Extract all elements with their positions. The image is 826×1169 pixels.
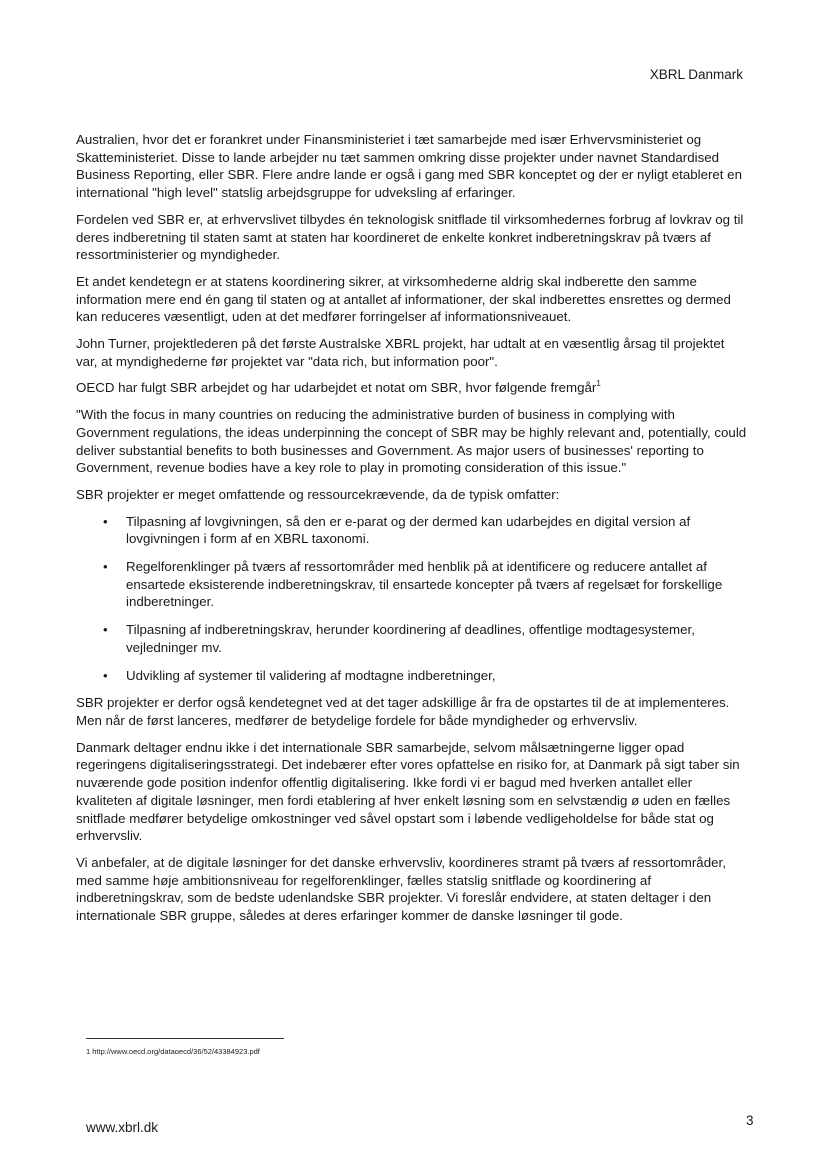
paragraph-john-turner: John Turner, projektlederen på det første Australske XBRL projekt, har udtalt at en væsentlig årsag til projektet var, at myndighederne før projektet var "data rich, but information poor". bbox=[76, 336, 725, 369]
list-item-text: Udvikling af systemer til validering af modtagne indberetninger, bbox=[126, 667, 496, 683]
list-item bbox=[76, 558, 748, 611]
sbr-activities-list bbox=[76, 513, 748, 685]
paragraph-sbr-scope: SBR projekter er meget omfattende og ressourcekrævende, da de typisk omfatter: bbox=[76, 486, 560, 502]
paragraph-denmark: Danmark deltager endnu ikke i det internationale SBR samarbejde, selvom målsætningerne ligger opad regeringens digitaliseringsstrategi. Det indebærer efter vores opfattelse en risiko for, at Danmark på sigt taber sin nuværende gode position indenfor offentlig digitalisering. Ikke fordi vi er bagud med hverken antallet eller kvaliteten af digitale løsninger, men fordi etablering af hver enkelt løsning som en selvstændig ø uden en fælles snitflade medfører betydelige omkostninger ved såvel opstart som i løbende vedligeholdelse for både stat og erhvervsliv. bbox=[76, 739, 740, 844]
footnote-reference[interactable]: 1 bbox=[596, 379, 601, 389]
bullet-icon: • bbox=[103, 667, 108, 683]
bullet-icon: • bbox=[103, 622, 108, 638]
footer-url-link[interactable]: www.xbrl.dk bbox=[86, 1120, 159, 1135]
page-number: 3 bbox=[746, 1113, 754, 1128]
paragraph-oecd bbox=[76, 379, 748, 397]
list-item-text: Regelforenklinger på tværs af ressortområder med henblik på at identificere og reducere antallet af ensartede eksisterende indberetningskrav, til ensartede koncepter på tværs af regelsæt for forskellige indberetninger. bbox=[126, 559, 723, 610]
bullet-icon: • bbox=[103, 513, 108, 529]
footnote-divider bbox=[86, 1038, 284, 1039]
paragraph-coordination: Et andet kendetegn er at statens koordinering sikrer, at virksomhederne aldrig skal indberette den samme information mere end én gang til staten og at antallet af informationer, der skal indberettes ensrettes og dermed kan reduceres væsentligt, uden at det medfører forringelser af informationsniveauet. bbox=[76, 273, 731, 325]
paragraph-sbr-advantage: Fordelen ved SBR er, at erhvervslivet tilbydes én teknologisk snitflade til virksomhedernes forbrug af lovkrav og til deres indberetning til staten samt at staten har koordineret de enkelte konkret indberetningskrav på tværs af ressortministerier og myndigheder. bbox=[76, 211, 744, 263]
paragraph-sbr-timeline: SBR projekter er derfor også kendetegnet ved at det tager adskillige år fra de opstartes til de at implementeres. Men når de først lanceres, medfører de betydelige fordele for både myndigheder og erhvervsliv. bbox=[76, 695, 730, 728]
oecd-quote: "With the focus in many countries on reducing the administrative burden of business in complying with Government regulations, the ideas underpinning the concept of SBR may be highly relevant and, potentially, could deliver substantial benefits to both businesses and Government. As major users of businesses' reporting to Government, revenue bodies have a key role to play in promoting consideration of this issue." bbox=[76, 407, 747, 476]
paragraph-sbr-countries: Australien, hvor det er forankret under Finansministeriet i tæt samarbejde med især Erhvervsministeriet og Skatteministeriet. Disse to lande arbejder nu tæt sammen omkring disse projekter under navnet Standardised Business Reporting, eller SBR. Flere andre lande er også i gang med SBR konceptet og der er nyligt etableret en international "high level" statslig arbejdsgruppe for udveksling af erfaringer. bbox=[76, 132, 742, 201]
paragraph-oecd-text: OECD har fulgt SBR arbejdet og har udarbejdet et notat om SBR, hvor følgende fremgår bbox=[76, 380, 597, 396]
document-body bbox=[76, 131, 748, 934]
list-item bbox=[76, 621, 748, 656]
list-item bbox=[76, 513, 748, 548]
paragraph-recommendation: Vi anbefaler, at de digitale løsninger for det danske erhvervsliv, koordineres stramt på tværs af ressortområder, med samme høje ambitionsniveau for regelforenklinger, fælles statslig snitflade og koordinering af indberetningskrav, som de bedste udenlandske SBR projekter. Vi foreslår endvidere, at staten deltager i den internationale SBR gruppe, således at deres erfaringer kommer de danske løsninger til gode. bbox=[76, 854, 726, 924]
document-header: XBRL Danmark bbox=[649, 67, 743, 82]
list-item bbox=[76, 667, 748, 685]
footnote-text[interactable]: 1 http://www.oecd.org/dataoecd/36/52/43384923.pdf bbox=[86, 1047, 260, 1056]
list-item-text: Tilpasning af lovgivningen, så den er e-parat og der dermed kan udarbejdes en digital version af lovgivningen i form af en XBRL taxonomi. bbox=[126, 513, 691, 547]
list-item-text: Tilpasning af indberetningskrav, herunder koordinering af deadlines, offentlige modtagesystemer, vejledninger mv. bbox=[126, 622, 695, 655]
bullet-icon: • bbox=[103, 559, 108, 575]
